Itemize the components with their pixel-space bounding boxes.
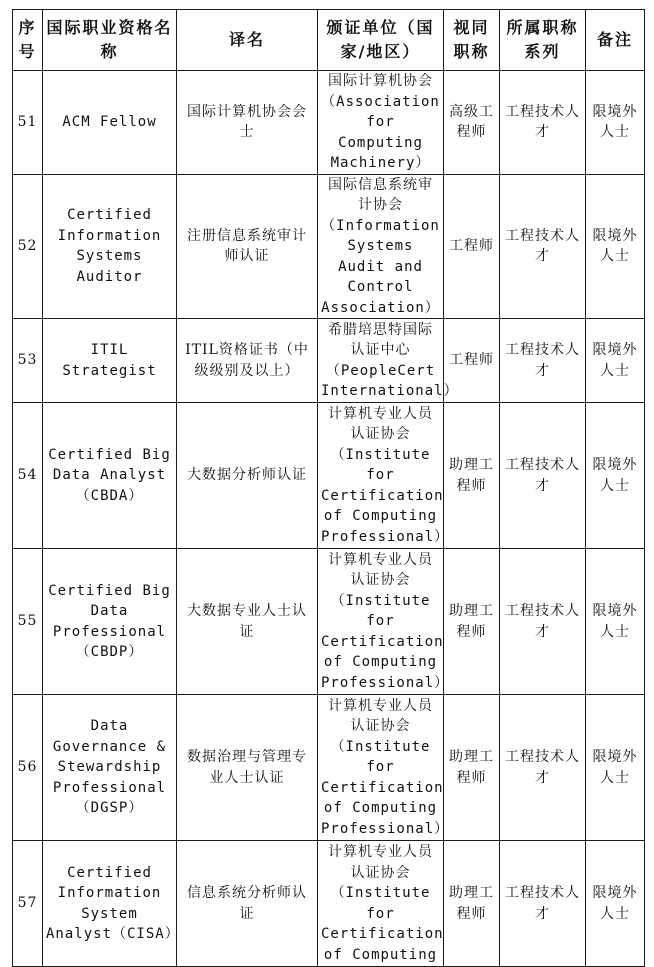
header-name: 国际职业资格名称 [43, 10, 177, 71]
title-series: 工程技术人才 [500, 174, 586, 319]
qualification-name: Certified Big Data Professional（CBDP） [43, 549, 177, 695]
row-number: 52 [13, 174, 43, 319]
qualification-name: ITIL Strategist [43, 319, 177, 403]
equivalent-title: 助理工程师 [444, 695, 500, 841]
qualification-name: Certified Big Data Analyst（CBDA） [43, 403, 177, 549]
header-issuer: 颁证单位（国家/地区） [318, 10, 444, 71]
issuing-body: 国际信息系统审计协会（Information Systems Audit and Control Association） [318, 174, 444, 319]
header-row [13, 10, 645, 71]
qualification-name: Certified Information System Analyst（CISA） [43, 841, 177, 967]
title-series: 工程技术人才 [500, 549, 586, 695]
header-no: 序号 [13, 10, 43, 71]
header-series: 所属职称系列 [500, 10, 586, 71]
equivalent-title: 助理工程师 [444, 549, 500, 695]
header-equivalent: 视同职称 [444, 10, 500, 71]
table-row [13, 403, 645, 549]
remark: 限境外人士 [586, 403, 645, 549]
qualification-translation: 数据治理与管理专业人士认证 [177, 695, 318, 841]
qualification-translation: ITIL资格证书（中级级别及以上） [177, 319, 318, 403]
header-remark: 备注 [586, 10, 645, 71]
row-number: 53 [13, 319, 43, 403]
qualification-translation: 信息系统分析师认证 [177, 841, 318, 967]
remark: 限境外人士 [586, 695, 645, 841]
table-row [13, 71, 645, 175]
qualification-translation: 国际计算机协会会士 [177, 71, 318, 175]
qualification-table [12, 9, 645, 967]
issuing-body: 希腊培思特国际认证中心（PeopleCert International） [318, 319, 444, 403]
qualification-name: Data Governance & Stewardship Professional（DGSP） [43, 695, 177, 841]
table-row [13, 319, 645, 403]
qualification-name: Certified Information Systems Auditor [43, 174, 177, 319]
issuing-body: 国际计算机协会（Association for Computing Machinery） [318, 71, 444, 175]
remark: 限境外人士 [586, 841, 645, 967]
equivalent-title: 高级工程师 [444, 71, 500, 175]
title-series: 工程技术人才 [500, 841, 586, 967]
table-row [13, 695, 645, 841]
issuing-body: 计算机专业人员认证协会（Institute for Certification of Computing Professional） [318, 403, 444, 549]
qualification-translation: 大数据专业人士认证 [177, 549, 318, 695]
equivalent-title: 助理工程师 [444, 841, 500, 967]
row-number: 55 [13, 549, 43, 695]
remark: 限境外人士 [586, 319, 645, 403]
title-series: 工程技术人才 [500, 695, 586, 841]
row-number: 51 [13, 71, 43, 175]
row-number: 56 [13, 695, 43, 841]
row-number: 54 [13, 403, 43, 549]
equivalent-title: 工程师 [444, 174, 500, 319]
header-translation: 译名 [177, 10, 318, 71]
title-series: 工程技术人才 [500, 71, 586, 175]
remark: 限境外人士 [586, 174, 645, 319]
issuing-body: 计算机专业人员认证协会（Institute for Certification of Computing Professional） [318, 695, 444, 841]
issuing-body: 计算机专业人员认证协会（Institute for Certification of Computing Professional） [318, 549, 444, 695]
table-row [13, 841, 645, 967]
remark: 限境外人士 [586, 71, 645, 175]
remark: 限境外人士 [586, 549, 645, 695]
equivalent-title: 工程师 [444, 319, 500, 403]
issuing-body: 计算机专业人员认证协会（Institute for Certification of Computing [318, 841, 444, 967]
title-series: 工程技术人才 [500, 403, 586, 549]
table-row [13, 549, 645, 695]
qualification-name: ACM Fellow [43, 71, 177, 175]
qualification-translation: 大数据分析师认证 [177, 403, 318, 549]
table-row [13, 174, 645, 319]
title-series: 工程技术人才 [500, 319, 586, 403]
qualification-translation: 注册信息系统审计师认证 [177, 174, 318, 319]
equivalent-title: 助理工程师 [444, 403, 500, 549]
row-number: 57 [13, 841, 43, 967]
